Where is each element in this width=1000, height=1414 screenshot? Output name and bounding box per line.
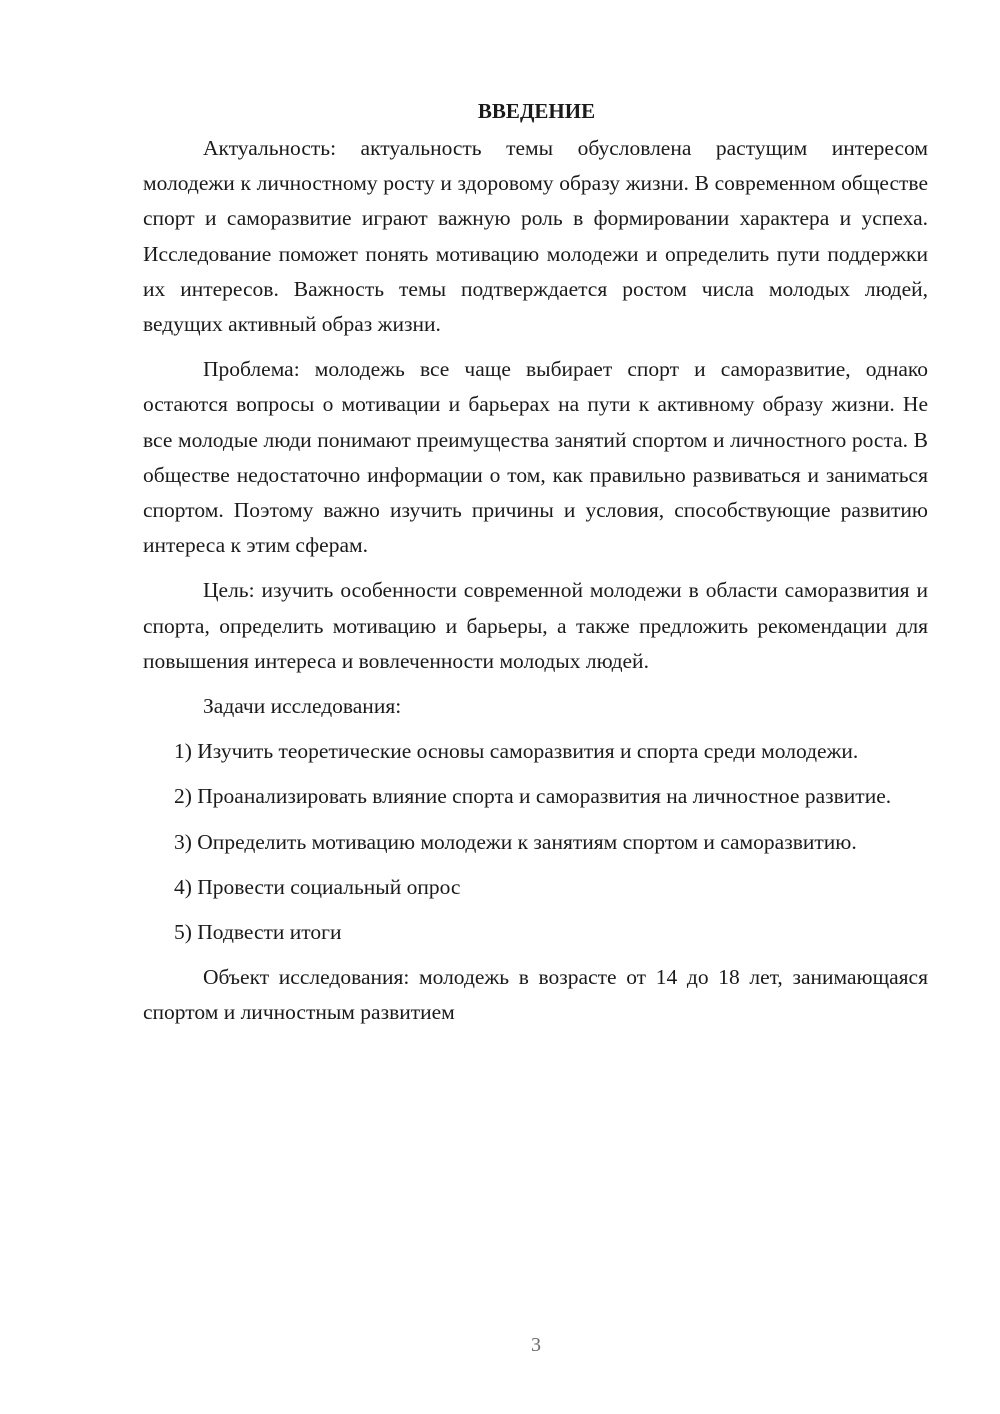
task-item: 1) Изучить теоретические основы саморазвития и спорта среди молодежи.: [174, 739, 859, 764]
object-paragraph: Объект исследования: молодежь в возрасте от 14 до 18 лет, занимающаяся спортом и личностным развитием: [143, 965, 928, 1025]
goal-paragraph: Цель: изучить особенности современной молодежи в области саморазвития и спорта, определить мотивацию и барьеры, а также предложить рекомендации для повышения интереса и вовлеченности молодых людей.: [143, 578, 928, 673]
page-number: 3: [531, 1334, 541, 1356]
document-page: [143, 96, 928, 1041]
task-item: 3) Определить мотивацию молодежи к занятиям спортом и саморазвитию.: [174, 829, 857, 854]
task-item: 4) Провести социальный опрос: [174, 874, 461, 899]
task-item: 2) Проанализировать влияние спорта и саморазвития на личностное развитие.: [174, 784, 892, 809]
relevance-paragraph: Актуальность: актуальность темы обусловлена растущим интересом молодежи к личностному росту и здоровому образу жизни. В современном обществе спорт и саморазвитие играют важную роль в формировании характера и успеха. Исследование поможет понять мотивацию молодежи и определить пути поддержки их интересов. Важность темы подтверждается ростом числа молодых людей, ведущих активный образ жизни.: [143, 136, 928, 337]
section-title: ВВЕДЕНИЕ: [477, 99, 596, 123]
task-item: 5) Подвести итоги: [174, 920, 342, 945]
problem-paragraph: Проблема: молодежь все чаще выбирает спорт и саморазвитие, однако остаются вопросы о мотивации и барьерах на пути к активному образу жизни. Не все молодые люди понимают преимущества занятий спортом и личностного роста. В обществе недостаточно информации о том, как правильно развиваться и заниматься спортом. Поэтому важно изучить причины и условия, способствующие развитию интереса к этим сферам.: [143, 357, 928, 558]
tasks-heading: Задачи исследования:: [203, 694, 402, 719]
